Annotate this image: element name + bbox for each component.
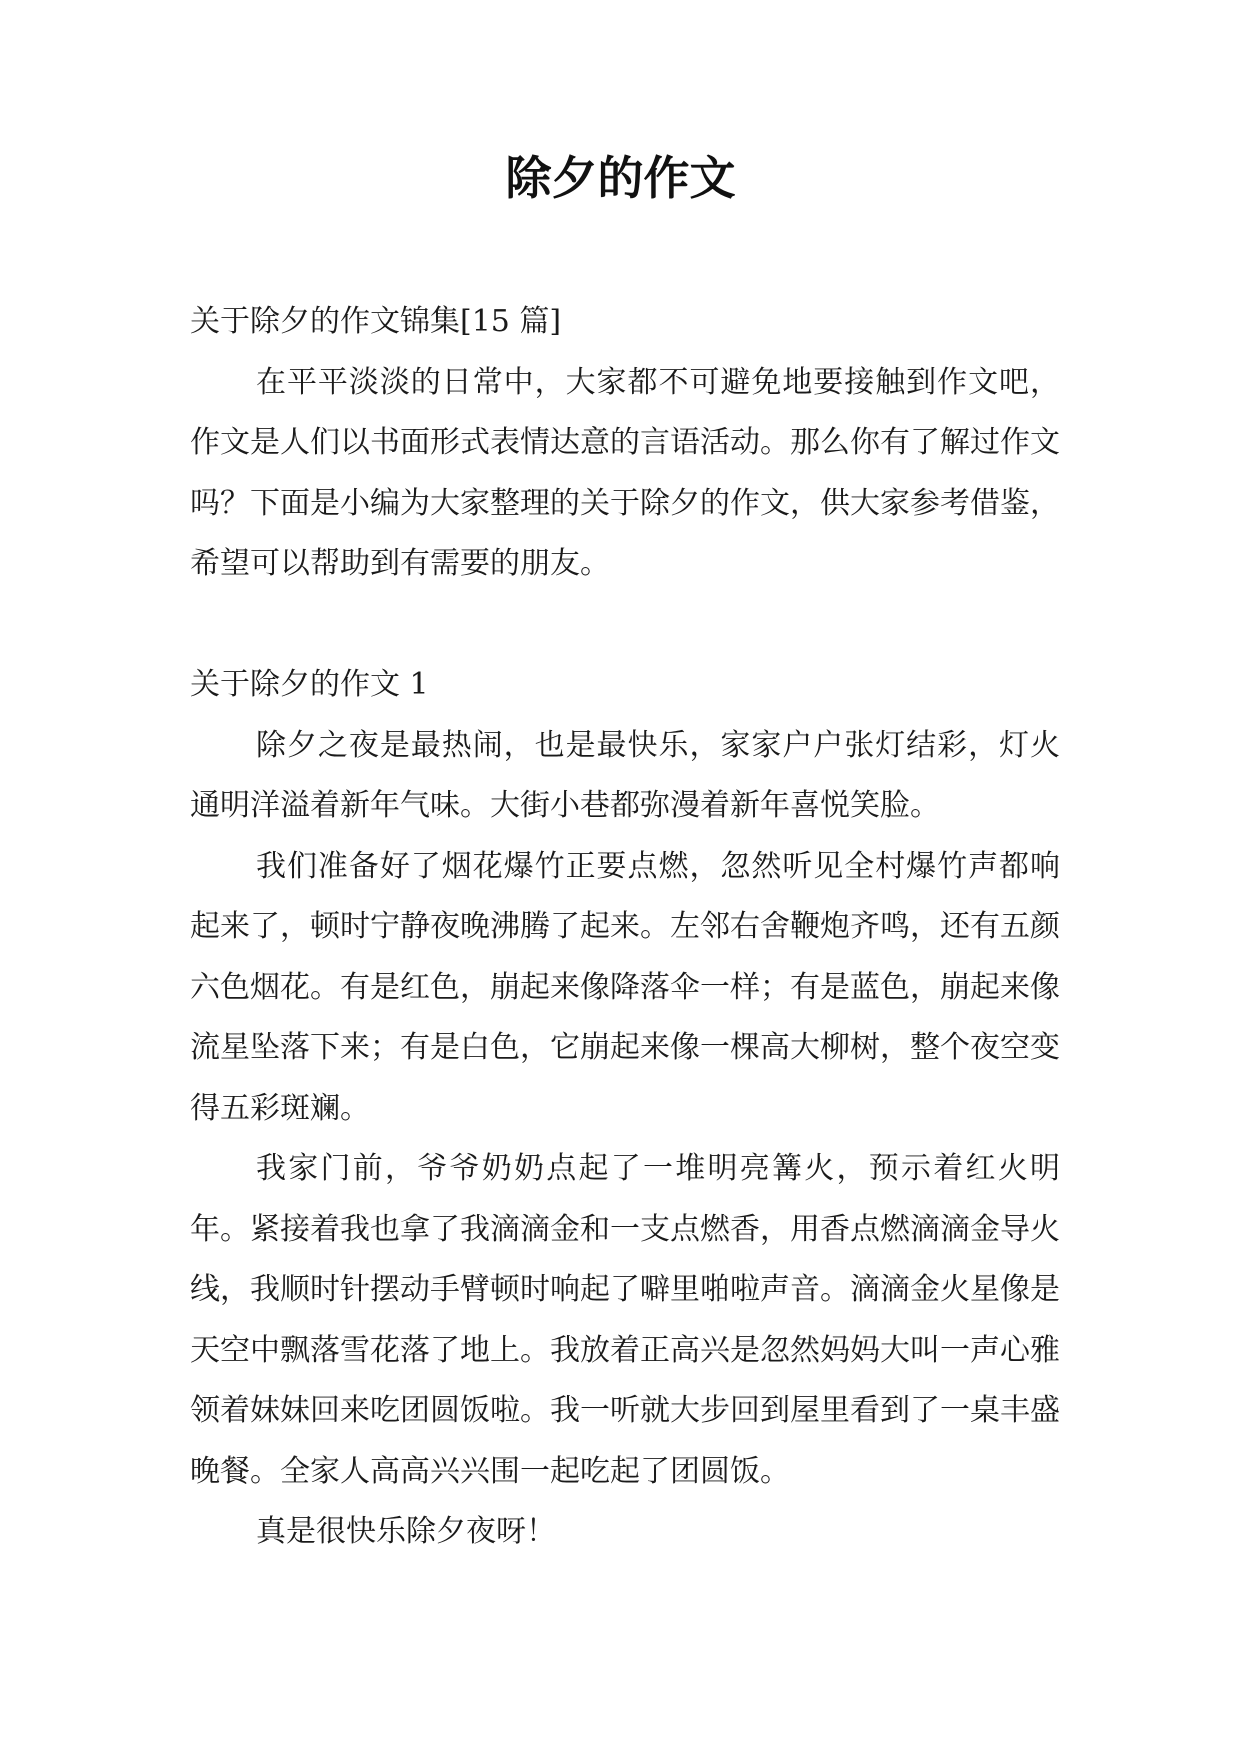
- essay-paragraph-3: 我家门前，爷爷奶奶点起了一堆明亮篝火，预示着红火明年。紧接着我也拿了我滴滴金和一支点燃香，用香点燃滴滴金导火线，我顺时针摆动手臂顿时响起了噼里啪啦声音。滴滴金火星像是天空中飘落雪花落了地上。我放着正高兴是忽然妈妈大叫一声心雅领着妹妹回来吃团圆饭啦。我一听就大步回到屋里看到了一桌丰盛晚餐。全家人高高兴兴围一起吃起了团圆饭。: [190, 1151, 1060, 1489]
- document-body: [190, 292, 1060, 1563]
- essay-heading: 关于除夕的作文 1: [190, 667, 429, 702]
- essay-paragraph-1: 除夕之夜是最热闹，也是最快乐，家家户户张灯结彩，灯火通明洋溢着新年气味。大街小巷都弥漫着新年喜悦笑脸。: [190, 727, 1060, 823]
- essay-paragraph-4: 真是很快乐除夕夜呀！: [256, 1514, 556, 1549]
- section-spacer: [190, 595, 1060, 656]
- document-title: 除夕的作文: [505, 151, 736, 205]
- intro-paragraph: 在平平淡淡的日常中，大家都不可避免地要接触到作文吧，作文是人们以书面形式表情达意的言语活动。那么你有了解过作文吗？下面是小编为大家整理的关于除夕的作文，供大家参考借鉴，希望可以帮助到有需要的朋友。: [190, 364, 1060, 581]
- essay-paragraph-2: 我们准备好了烟花爆竹正要点燃，忽然听见全村爆竹声都响起来了，顿时宁静夜晚沸腾了起来。左邻右舍鞭炮齐鸣，还有五颜六色烟花。有是红色，崩起来像降落伞一样；有是蓝色，崩起来像流星坠落下来；有是白色，它崩起来像一棵高大柳树，整个夜空变得五彩斑斓。: [190, 848, 1060, 1126]
- collection-heading: 关于除夕的作文锦集[15 篇]: [190, 304, 562, 339]
